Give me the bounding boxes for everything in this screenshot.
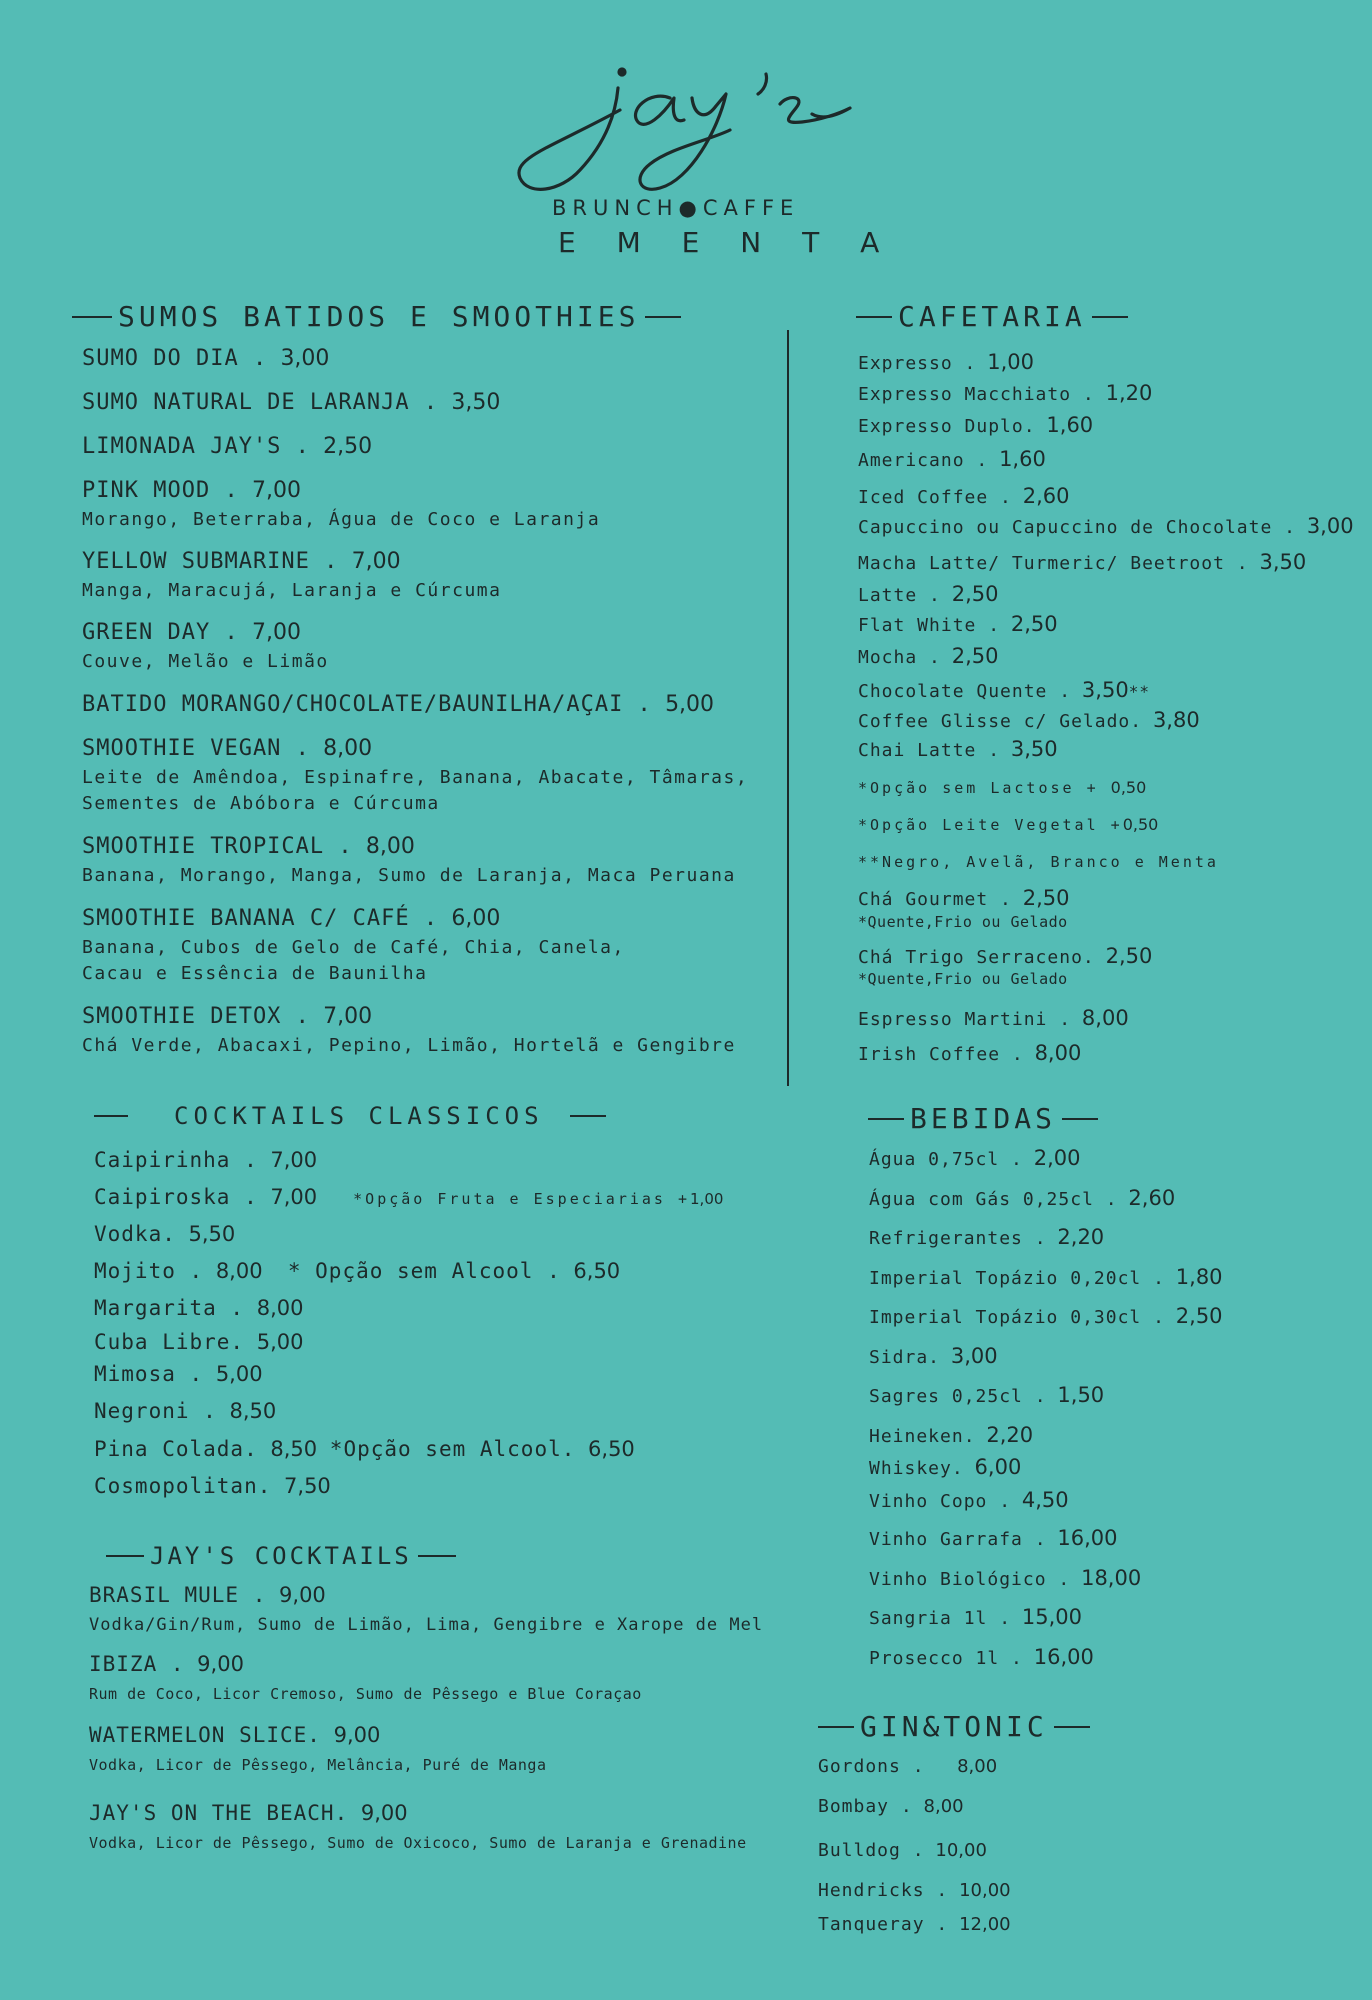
item-name: Caipirinha .	[94, 1148, 258, 1172]
item-name: PINK MOOD .	[82, 478, 239, 503]
item-name: GREEN DAY .	[82, 620, 239, 645]
menu-item	[818, 1840, 987, 1861]
item-name: SMOOTHIE VEGAN .	[82, 736, 310, 761]
menu-item	[94, 1437, 635, 1461]
menu-item	[858, 678, 1150, 702]
item-name: Pina Colada.	[94, 1437, 258, 1461]
menu-item	[818, 1756, 997, 1777]
item-price: 7,00	[323, 1004, 373, 1029]
menu-item	[94, 1474, 331, 1498]
heading-rule	[418, 1555, 456, 1557]
option-note	[858, 778, 1146, 797]
item-name: Capuccino ou Capuccino de Chocolate .	[858, 517, 1296, 538]
heading-rule	[94, 1115, 128, 1117]
item-name: Sidra.	[869, 1347, 941, 1368]
item-price: 10,00	[959, 1880, 1011, 1901]
item-price: 2,50	[1175, 1304, 1223, 1328]
menu-item	[858, 612, 1058, 636]
item-price: 8,50	[229, 1399, 277, 1423]
item-name: WATERMELON SLICE.	[89, 1723, 321, 1747]
menu-item	[858, 350, 1034, 374]
item-price: 2,00	[1033, 1146, 1081, 1170]
item-description: Vodka, Licor de Pêssego, Sumo de Oxicoco, Sumo de Laranja e Grenadine	[89, 1834, 747, 1852]
menu-item	[89, 1801, 408, 1825]
item-name: Expresso Duplo.	[858, 416, 1036, 437]
item-description: Rum de Coco, Licor Cremoso, Sumo de Pêssego e Blue Coraçao	[89, 1685, 642, 1703]
item-option: *Opção sem Alcool.	[329, 1437, 576, 1461]
item-price: 3,00	[280, 346, 330, 371]
item-price: 1,60	[1046, 413, 1094, 437]
item-description: Manga, Maracujá, Laranja e Cúrcuma	[82, 580, 502, 601]
item-name: Vinho Garrafa .	[869, 1529, 1047, 1550]
item-name: YELLOW SUBMARINE .	[82, 549, 339, 574]
item-description: Vodka, Licor de Pêssego, Melância, Puré de Manga	[89, 1756, 547, 1774]
item-price: 8,50	[270, 1437, 318, 1461]
item-price: 9,00	[333, 1723, 381, 1747]
menu-item	[94, 1185, 723, 1209]
menu-item	[858, 1006, 1129, 1030]
item-description: Chá Verde, Abacaxi, Pepino, Limão, Hortelã e Gengibre	[82, 1035, 736, 1056]
option-note	[858, 815, 1158, 834]
item-price: 8,00	[323, 736, 373, 761]
heading-rule	[645, 316, 681, 318]
item-price: 4,50	[1021, 1488, 1069, 1512]
menu-item	[858, 514, 1354, 538]
section-title: SUMOS BATIDOS E SMOOTHIES	[118, 300, 640, 333]
item-name: JAY'S ON THE BEACH.	[89, 1801, 349, 1825]
item-name: Vinho Copo .	[869, 1491, 1012, 1512]
item-name: Coffee Glisse c/ Gelado.	[858, 711, 1143, 732]
menu-item	[82, 478, 301, 503]
item-price: 8,00	[923, 1796, 964, 1817]
item-description: Couve, Melão e Limão	[82, 651, 329, 672]
item-price: 2,50	[951, 644, 999, 668]
option-price: 6,50	[573, 1259, 621, 1283]
item-price: 1,50	[1057, 1383, 1105, 1407]
section-heading-sumos	[72, 300, 681, 333]
item-name: Mimosa .	[94, 1362, 204, 1386]
item-price: 9,00	[360, 1801, 408, 1825]
item-price: 2,20	[1057, 1225, 1105, 1249]
item-name: Gordons .	[818, 1756, 925, 1777]
item-price: 2,60	[1128, 1186, 1176, 1210]
menu-item	[89, 1652, 244, 1676]
item-description: *Quente,Frio ou Gelado	[858, 970, 1068, 988]
item-price: 6,00	[974, 1455, 1022, 1479]
item-name: Vodka.	[94, 1222, 176, 1246]
menu-item	[94, 1148, 317, 1172]
brand-header	[470, 50, 896, 260]
section-heading-cocktails	[94, 1102, 606, 1130]
note-price: 0,50	[1110, 778, 1147, 797]
item-name: BRASIL MULE .	[89, 1583, 267, 1607]
item-name: Refrigerantes .	[869, 1228, 1047, 1249]
section-title: CAFETARIA	[898, 300, 1086, 333]
heading-rule	[1054, 1726, 1090, 1728]
note-price: 0,50	[1122, 815, 1159, 834]
section-heading-bebidas	[868, 1102, 1098, 1135]
menu-item	[82, 692, 714, 717]
option-note	[858, 853, 1219, 871]
item-option: * Opção sem Alcool .	[287, 1259, 561, 1283]
menu-item	[89, 1723, 380, 1747]
heading-rule	[1062, 1118, 1098, 1120]
menu-item	[82, 434, 372, 459]
menu-item	[94, 1362, 263, 1386]
item-price: 3,00	[1306, 514, 1354, 538]
item-name: SMOOTHIE DETOX .	[82, 1004, 310, 1029]
item-name: Bulldog .	[818, 1840, 925, 1861]
item-price: 2,20	[986, 1423, 1034, 1447]
item-price: 1,60	[999, 447, 1046, 471]
item-name: Irish Coffee .	[858, 1044, 1024, 1065]
menu-item	[858, 944, 1152, 968]
item-price: 8,00	[365, 834, 415, 859]
item-price: 3,50	[1081, 678, 1129, 702]
item-name: Sagres 0,25cl .	[869, 1386, 1047, 1407]
item-name: Espresso Martini .	[858, 1009, 1072, 1030]
item-name: Latte .	[858, 585, 941, 606]
menu-item	[869, 1265, 1223, 1289]
menu-item	[858, 413, 1093, 437]
item-price: 5,00	[665, 692, 715, 717]
item-name: Cosmopolitan.	[94, 1474, 272, 1498]
item-name: Expresso .	[858, 353, 977, 374]
menu-item	[869, 1225, 1104, 1249]
item-price: 1,20	[1105, 381, 1153, 405]
item-name: Heineken.	[869, 1426, 976, 1447]
item-price: 8,00	[256, 1296, 304, 1320]
item-name: IBIZA .	[89, 1652, 185, 1676]
item-description: Banana, Morango, Manga, Sumo de Laranja, Maca Peruana	[82, 865, 736, 886]
item-price: 7,00	[351, 549, 401, 574]
note-text: *Opção sem Lactose +	[858, 779, 1099, 797]
item-name: SMOOTHIE BANANA C/ CAFÉ .	[82, 906, 439, 931]
item-name: Chá Trigo Serraceno.	[858, 947, 1095, 968]
menu-item	[82, 1004, 372, 1029]
item-name: Caipiroska .	[94, 1185, 258, 1209]
item-description: Vodka/Gin/Rum, Sumo de Limão, Lima, Gengibre e Xarope de Mel	[89, 1615, 764, 1635]
menu-item	[82, 620, 301, 645]
menu-item	[858, 886, 1070, 910]
item-name: Chocolate Quente .	[858, 681, 1072, 702]
heading-rule	[818, 1726, 854, 1728]
item-price: 3,50	[1259, 550, 1307, 574]
column-divider	[787, 330, 789, 1086]
menu-item	[858, 582, 998, 606]
menu-item	[869, 1566, 1141, 1590]
menu-item	[869, 1304, 1223, 1328]
item-description: Morango, Beterraba, Água de Coco e Laranja	[82, 509, 601, 530]
item-price: 16,00	[1057, 1526, 1118, 1550]
item-price: 6,00	[451, 906, 501, 931]
item-price: 2,50	[1010, 612, 1058, 636]
item-price: 8,00	[1034, 1041, 1082, 1065]
menu-item	[94, 1259, 620, 1283]
item-description: Leite de Amêndoa, Espinafre, Banana, Abacate, Tâmaras,	[82, 767, 749, 788]
item-name: Iced Coffee .	[858, 487, 1012, 508]
item-name: Cuba Libre.	[94, 1330, 245, 1354]
item-price: 1,80	[1175, 1265, 1223, 1289]
item-price: 15,00	[1021, 1605, 1083, 1629]
item-name: SUMO NATURAL DE LARANJA .	[82, 390, 439, 415]
item-price: 7,00	[270, 1148, 318, 1172]
item-price: 8,00	[957, 1756, 998, 1777]
item-name: Chai Latte .	[858, 740, 1001, 761]
item-price: 2,60	[1022, 484, 1070, 508]
item-price: 5,00	[256, 1330, 304, 1354]
heading-rule	[1092, 316, 1128, 318]
item-name: Prosecco 1l .	[869, 1648, 1023, 1669]
item-name: SUMO DO DIA .	[82, 346, 268, 371]
item-description: Cacau e Essência de Baunilha	[82, 963, 428, 984]
heading-rule	[868, 1118, 904, 1120]
note-text: *Opção Fruta e Especiarias +	[353, 1190, 691, 1208]
item-name: Chá Gourmet .	[858, 889, 1012, 910]
item-price: 3,50	[451, 390, 501, 415]
jays-script-logo	[470, 50, 890, 200]
item-price: 2,50	[1105, 944, 1153, 968]
item-name: Whiskey.	[869, 1458, 964, 1479]
menu-item	[94, 1399, 276, 1423]
menu-item	[869, 1186, 1175, 1210]
item-name: Imperial Topázio 0,30cl .	[869, 1307, 1165, 1328]
menu-item	[82, 736, 372, 761]
item-name: Mojito .	[94, 1259, 204, 1283]
menu-item	[869, 1344, 998, 1368]
menu-item	[94, 1330, 304, 1354]
menu-item	[82, 390, 500, 415]
menu-item	[858, 737, 1058, 761]
item-name: Mocha .	[858, 647, 941, 668]
section-heading-gin-tonic	[818, 1710, 1090, 1743]
menu-item	[869, 1455, 1021, 1479]
item-price: 16,00	[1033, 1645, 1094, 1669]
item-price: 5,00	[215, 1362, 263, 1386]
item-description: Banana, Cubos de Gelo de Café, Chia, Canela,	[82, 937, 625, 958]
note-text: *Opção Leite Vegetal +	[858, 816, 1123, 834]
item-price: 10,00	[935, 1840, 987, 1861]
item-price: 8,00	[215, 1259, 263, 1283]
option-note	[353, 1190, 723, 1208]
item-price: 7,50	[284, 1474, 331, 1498]
item-name: Imperial Topázio 0,20cl .	[869, 1268, 1165, 1289]
menu-item	[82, 834, 415, 859]
item-price: 18,00	[1081, 1566, 1142, 1590]
menu-item	[869, 1383, 1104, 1407]
menu-item	[858, 447, 1046, 471]
heading-rule	[570, 1115, 606, 1117]
item-price: 1,00	[987, 350, 1034, 374]
item-price: 9,00	[197, 1652, 244, 1676]
heading-rule	[106, 1555, 144, 1557]
item-name: Água com Gás 0,25cl .	[869, 1189, 1118, 1210]
item-price: 2,50	[323, 434, 373, 459]
menu-item	[869, 1605, 1082, 1629]
menu-item	[82, 549, 401, 574]
menu-item	[818, 1796, 964, 1817]
item-description: Sementes de Abóbora e Cúrcuma	[82, 793, 440, 814]
item-name: Expresso Macchiato .	[858, 384, 1095, 405]
menu-item	[858, 484, 1070, 508]
option-price: 6,50	[588, 1437, 635, 1461]
item-price: 7,00	[270, 1185, 318, 1209]
note-price: 1,00	[690, 1190, 724, 1208]
menu-item	[818, 1914, 1011, 1935]
heading-rule	[72, 316, 112, 318]
item-price: 3,50	[1010, 737, 1058, 761]
menu-item	[858, 381, 1152, 405]
item-price: 2,50	[951, 582, 999, 606]
item-name: Americano .	[858, 450, 989, 471]
item-name: BATIDO MORANGO/CHOCOLATE/BAUNILHA/AÇAI .	[82, 692, 652, 717]
item-price: 2,50	[1022, 886, 1070, 910]
item-price: 9,00	[279, 1583, 326, 1607]
menu-item	[869, 1645, 1094, 1669]
brand-subtitle: BRUNCH●CAFFE	[552, 196, 800, 220]
item-price: 12,00	[959, 1914, 1011, 1935]
item-price: 8,00	[1081, 1006, 1129, 1030]
menu-item	[869, 1488, 1069, 1512]
section-title: COCKTAILS CLASSICOS	[174, 1102, 544, 1130]
menu-item	[82, 346, 329, 371]
section-heading-jays-cocktails	[106, 1542, 456, 1570]
menu-item	[869, 1526, 1118, 1550]
menu-item	[869, 1146, 1081, 1170]
section-title: BEBIDAS	[910, 1102, 1057, 1135]
item-name: Macha Latte/ Turmeric/ Beetroot .	[858, 553, 1249, 574]
menu-item	[858, 644, 998, 668]
item-price: 5,50	[188, 1222, 236, 1246]
item-name: Água 0,75cl .	[869, 1149, 1023, 1170]
note-text: **Negro, Avelã, Branco e Menta	[858, 853, 1219, 871]
menu-item	[869, 1423, 1033, 1447]
item-name: LIMONADA JAY'S .	[82, 434, 310, 459]
item-note-marker: **	[1128, 682, 1150, 701]
heading-rule	[856, 316, 892, 318]
menu-item	[89, 1583, 326, 1607]
section-title: GIN&TONIC	[860, 1710, 1048, 1743]
section-heading-cafetaria	[856, 300, 1128, 333]
menu-item	[94, 1296, 304, 1320]
item-name: Vinho Biológico .	[869, 1569, 1071, 1590]
item-name: Margarita .	[94, 1296, 245, 1320]
section-title: JAY'S COCKTAILS	[150, 1542, 412, 1570]
item-description: *Quente,Frio ou Gelado	[858, 913, 1068, 931]
menu-item	[94, 1222, 235, 1246]
item-name: Hendricks .	[818, 1880, 949, 1901]
item-price: 3,80	[1152, 708, 1200, 732]
item-name: Tanqueray .	[818, 1914, 949, 1935]
menu-item	[858, 550, 1306, 574]
menu-item	[858, 1041, 1081, 1065]
item-name: Negroni .	[94, 1399, 217, 1423]
menu-title: E M E N T A	[558, 226, 896, 259]
menu-item	[858, 708, 1200, 732]
item-name: SMOOTHIE TROPICAL .	[82, 834, 353, 859]
item-name: Flat White .	[858, 615, 1001, 636]
item-price: 7,00	[251, 620, 301, 645]
item-price: 3,00	[950, 1344, 998, 1368]
item-price: 7,00	[251, 478, 301, 503]
menu-item	[818, 1880, 1011, 1901]
menu-item	[82, 906, 500, 931]
item-name: Bombay .	[818, 1796, 913, 1817]
item-name: Sangria 1l .	[869, 1608, 1012, 1629]
